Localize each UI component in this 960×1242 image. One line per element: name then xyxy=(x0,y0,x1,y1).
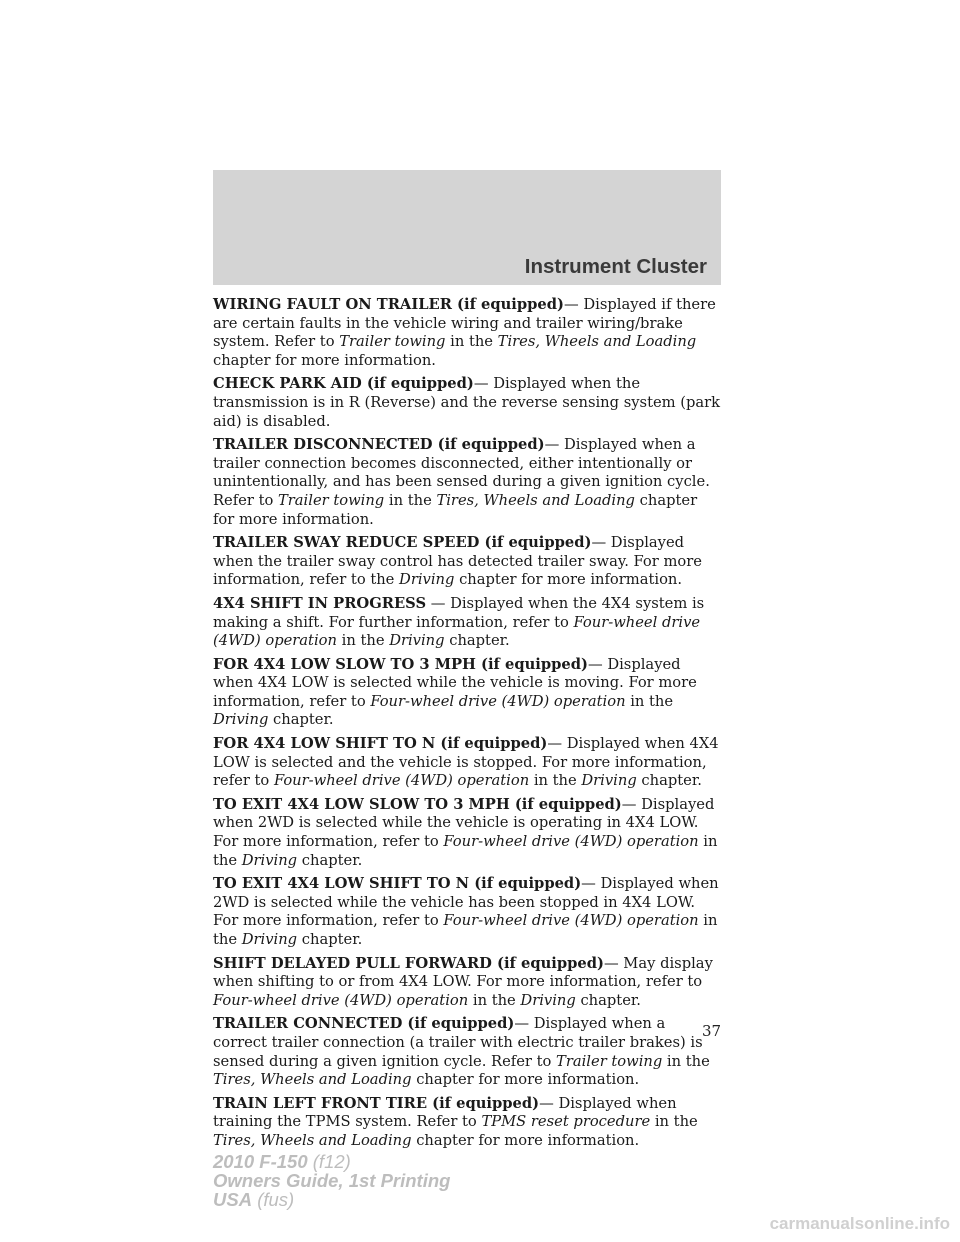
footer-market: USA xyxy=(213,1189,253,1210)
message-entry xyxy=(213,796,723,870)
message-entry xyxy=(213,1095,723,1151)
message-description: chapter for more information. xyxy=(411,1131,640,1149)
message-description: — Displayed when the trailer sway control has detected trailer sway. For more information, refer to the xyxy=(213,534,702,589)
message-description: — Displayed when the transmission is in R (Reverse) and the reverse sensing system (park aid) is disabled. xyxy=(213,375,721,430)
message-entry xyxy=(213,436,723,529)
message-term: WIRING FAULT ON TRAILER (if equipped) xyxy=(213,296,564,313)
message-description: chapter. xyxy=(444,632,510,650)
cross-reference: Trailer towing xyxy=(277,491,385,509)
message-description: in the xyxy=(650,1113,698,1131)
cross-reference: Tires, Wheels and Loading xyxy=(213,1071,412,1089)
message-term: TRAIN LEFT FRONT TIRE (if equipped) xyxy=(213,1094,540,1112)
message-description: in the xyxy=(529,772,582,790)
message-entry xyxy=(213,1015,723,1089)
message-description: in the xyxy=(336,632,390,650)
message-term: TRAILER CONNECTED (if equipped) xyxy=(213,1015,515,1033)
message-entry xyxy=(213,375,723,431)
message-description: chapter. xyxy=(636,772,702,790)
message-description: in the xyxy=(213,912,718,948)
message-description: chapter for more information. xyxy=(213,491,698,528)
message-description: in the xyxy=(468,991,521,1009)
message-description: — May display when shifting to or from 4X4 LOW. For more information, refer to xyxy=(213,954,713,991)
cross-reference: Driving xyxy=(520,991,576,1009)
message-description: in the xyxy=(445,333,498,351)
watermark: carmanualsonline.info xyxy=(769,1214,950,1233)
footer-line-3 xyxy=(213,1190,450,1209)
cross-reference: Tires, Wheels and Loading xyxy=(497,333,697,351)
section-title: Instrument Cluster xyxy=(524,255,707,278)
footer-line-1 xyxy=(213,1152,450,1171)
message-description: in the xyxy=(384,491,437,509)
cross-reference: Tires, Wheels and Loading xyxy=(213,1131,412,1149)
message-description: — Displayed when 2WD is selected while the vehicle has been stopped in 4X4 LOW. For more information, refer to xyxy=(213,875,719,930)
message-description: — Displayed if there are certain faults in the vehicle wiring and trailer wiring/brake system. Refer to xyxy=(213,296,716,351)
message-term: TRAILER DISCONNECTED (if equipped) xyxy=(213,436,545,454)
message-term: SHIFT DELAYED PULL FORWARD (if equipped) xyxy=(213,954,604,972)
cross-reference: TPMS reset procedure xyxy=(481,1113,651,1131)
message-description: chapter for more information. xyxy=(213,351,436,369)
message-term: TRAILER SWAY REDUCE SPEED (if equipped) xyxy=(213,534,592,552)
cross-reference: Driving xyxy=(581,772,637,790)
footer-model: 2010 F-150 xyxy=(213,1151,308,1172)
footer-line-2: Owners Guide, 1st Printing xyxy=(213,1170,451,1191)
message-description: chapter. xyxy=(297,931,363,948)
message-description: chapter. xyxy=(268,711,334,729)
cross-reference: Four-wheel drive (4WD) operation xyxy=(273,772,530,790)
message-description: — Displayed when the 4X4 system is making a shift. For further information, refer to xyxy=(213,594,705,631)
message-term: FOR 4X4 LOW SLOW TO 3 MPH (if equipped) xyxy=(213,655,588,673)
message-term: TO EXIT 4X4 LOW SHIFT TO N (if equipped) xyxy=(213,875,582,893)
cross-reference: Trailer towing xyxy=(556,1052,663,1070)
message-description: chapter for more information. xyxy=(411,1071,640,1089)
cross-reference: Tires, Wheels and Loading xyxy=(436,491,635,509)
message-term: 4X4 SHIFT IN PROGRESS xyxy=(213,594,427,612)
footer xyxy=(213,1152,450,1209)
message-entry xyxy=(213,955,723,1011)
footer-market-code: (fus) xyxy=(252,1189,295,1210)
message-description: chapter for more information. xyxy=(454,571,683,589)
message-description: — Displayed when a trailer connection becomes disconnected, either intentionally or unintentionally, and has been sensed during a given ignition cycle. Refer to xyxy=(213,436,710,509)
message-description: in the xyxy=(662,1052,710,1070)
section-header-bar xyxy=(213,170,721,285)
message-term: CHECK PARK AID (if equipped) xyxy=(213,375,474,393)
message-entry xyxy=(213,595,723,651)
message-entry xyxy=(213,296,723,370)
cross-reference: Four-wheel drive (4WD) operation xyxy=(370,692,626,710)
cross-reference: Four-wheel drive (4WD) operation xyxy=(443,833,699,851)
message-entry xyxy=(213,534,723,590)
cross-reference: Driving xyxy=(241,851,298,869)
message-term: FOR 4X4 LOW SHIFT TO N (if equipped) xyxy=(213,735,548,753)
message-list xyxy=(213,296,723,1156)
message-description: in the xyxy=(213,833,718,869)
cross-reference: Trailer towing xyxy=(339,333,446,351)
message-entry xyxy=(213,875,723,949)
cross-reference: Driving xyxy=(241,931,298,948)
cross-reference: Driving xyxy=(213,711,269,729)
message-description: chapter. xyxy=(575,991,641,1009)
message-description: — Displayed when 2WD is selected while the vehicle is operating in 4X4 LOW. For more information, refer to xyxy=(213,795,715,851)
message-entry xyxy=(213,656,723,730)
cross-reference: Four-wheel drive (4WD) operation xyxy=(213,991,469,1009)
cross-reference: Driving xyxy=(389,632,445,650)
message-description: — Displayed when training the TPMS system. Refer to xyxy=(213,1094,677,1131)
message-description: — Displayed when 4X4 LOW is selected and the vehicle is stopped. For more information, refer to xyxy=(213,735,719,790)
page-number: 37 xyxy=(702,1022,722,1040)
cross-reference: Four-wheel drive (4WD) operation xyxy=(443,912,699,930)
cross-reference: Four-wheel drive (4WD) operation xyxy=(213,613,701,650)
message-description: — Displayed when a correct trailer connection (a trailer with electric trailer brakes) is sensed during a given ignition cycle. Refer to xyxy=(213,1015,703,1070)
message-term: TO EXIT 4X4 LOW SLOW TO 3 MPH (if equipped) xyxy=(213,795,622,813)
message-description: chapter. xyxy=(297,851,363,869)
cross-reference: Driving xyxy=(399,571,455,589)
message-description: — Displayed when 4X4 LOW is selected while the vehicle is moving. For more information, refer to xyxy=(213,655,697,710)
message-description: in the xyxy=(625,692,674,710)
footer-model-code: (f12) xyxy=(307,1151,351,1172)
message-entry xyxy=(213,735,723,791)
